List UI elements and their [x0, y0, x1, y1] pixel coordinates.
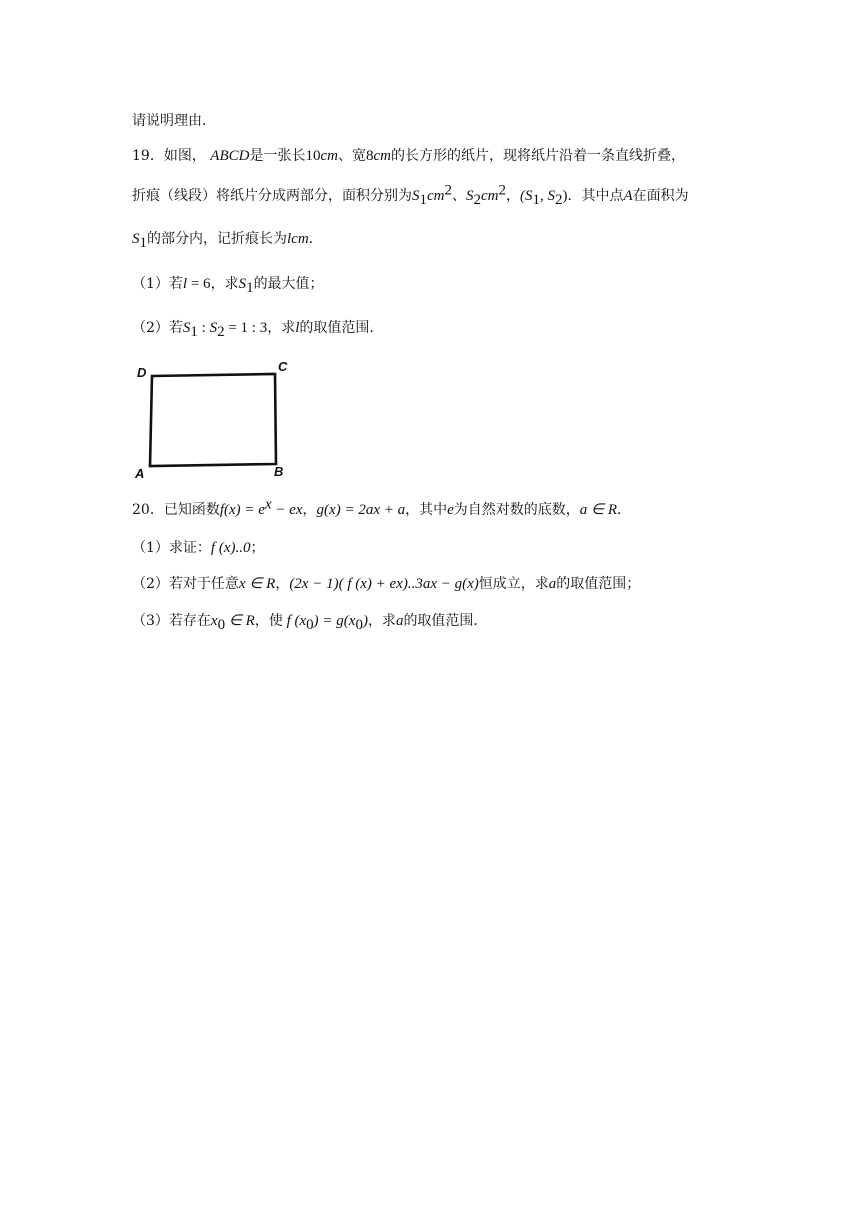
math: S [182, 320, 191, 336]
math-sub: 1 [532, 191, 540, 208]
math: A [623, 188, 633, 204]
math: S [412, 188, 420, 204]
math: f (x)..0 [210, 540, 251, 556]
text: 的最大值； [253, 276, 324, 292]
question-19-line-2 [132, 182, 689, 208]
math: (2x − 1)( f (x) + ex)..3ax − g(x) [289, 576, 479, 592]
question-20-part-1 [132, 538, 265, 558]
math-sub: 2 [555, 191, 563, 208]
question-19-part-2 [132, 318, 383, 338]
math: e [447, 502, 454, 518]
question-20-part-2 [132, 574, 640, 594]
math-sub: 1 [419, 191, 427, 208]
math: 8 [365, 148, 374, 164]
math-sup: x [264, 496, 272, 513]
text: ． [308, 231, 323, 247]
math: , S [540, 188, 555, 204]
text: 、 [452, 188, 466, 204]
math: a [395, 613, 404, 629]
text: 的取值范围． [299, 320, 384, 336]
math: cm [320, 148, 338, 164]
question-number: 20．已知函数 [132, 502, 220, 518]
text: （1）若 [132, 276, 183, 292]
math: lcm [287, 231, 309, 247]
text: 恒成立，求 [478, 576, 549, 592]
math: f [219, 502, 224, 518]
math-sub: 0 [306, 616, 314, 633]
math: ) [362, 613, 368, 629]
text: ； [250, 540, 265, 556]
text: （1）求证： [132, 540, 211, 556]
text: 的取值范围． [403, 613, 488, 629]
vertex-label-d: D [137, 365, 147, 380]
math: (x) = e [224, 502, 265, 518]
rectangle-abcd [150, 374, 276, 466]
math: a ∈ R [579, 502, 618, 518]
vertex-label-a: A [135, 466, 145, 481]
question-number: 19．如图， [132, 148, 206, 164]
text: ，求 [367, 613, 396, 629]
math: x ∈ R [238, 576, 276, 592]
text: （2）若 [132, 320, 183, 336]
math: = 6 [187, 276, 211, 292]
math: g [316, 502, 325, 518]
math-sup: 2 [498, 182, 506, 199]
math: = 1 : 3 [224, 320, 268, 336]
text: 的长方形的纸片，现将纸片沿着一条直线折叠， [390, 148, 685, 164]
math-sub: 1 [246, 279, 254, 296]
text: ， [275, 576, 290, 592]
vertex-label-b: B [274, 464, 284, 479]
math: (x) = 2ax + a [324, 502, 406, 518]
text: 请说明理由. [132, 113, 207, 129]
math: f (x [282, 613, 307, 629]
math-sub: 0 [355, 616, 363, 633]
question-19-line-1 [132, 146, 685, 166]
rectangle-figure [132, 358, 302, 483]
text: 折痕（线段）将纸片分成两部分，面积分别为 [132, 188, 412, 204]
math: (S [520, 188, 533, 204]
text: ，求 [267, 320, 296, 336]
math: cm [481, 188, 499, 204]
vertex-label-c: C [278, 359, 288, 374]
text: （3）若存在 [132, 613, 211, 629]
math-sub: 1 [190, 323, 198, 340]
math: : [197, 320, 210, 336]
text: 的部分内，记折痕长为 [147, 231, 287, 247]
math-sub: 0 [217, 616, 226, 633]
text: ，其中 [405, 502, 448, 518]
math: S [209, 320, 218, 336]
text: 的取值范围； [556, 576, 641, 592]
math-sub: 1 [139, 234, 147, 251]
math: S [466, 188, 474, 204]
question-19-part-1 [132, 274, 324, 294]
text: 在面积为 [632, 188, 689, 204]
math: 10 [305, 148, 321, 164]
text: ， [302, 502, 317, 518]
math: ) = g(x [313, 613, 356, 629]
math-sub: 2 [217, 323, 225, 340]
text-line-reason [132, 111, 206, 131]
text: ， [506, 188, 520, 204]
question-19-line-3 [132, 229, 323, 249]
rectangle-diagram [132, 358, 302, 483]
text: 是一张长 [249, 148, 306, 164]
text: 、宽 [337, 148, 366, 164]
question-20-part-3 [132, 611, 487, 631]
text: ． [617, 502, 632, 518]
text: （2）若对于任意 [132, 576, 239, 592]
math-sub: 2 [473, 191, 481, 208]
text: ．其中点 [567, 188, 624, 204]
question-20-line-1 [132, 496, 632, 520]
math: cm [373, 148, 391, 164]
math-sup: 2 [444, 182, 452, 199]
math: ∈ R [225, 613, 255, 629]
text: ，使 [254, 613, 283, 629]
math: x [210, 613, 218, 629]
math: S [238, 276, 247, 292]
text: 为自然对数的底数， [453, 502, 580, 518]
math: a [548, 576, 557, 592]
math: ABCD [210, 148, 250, 164]
text: ，求 [210, 276, 239, 292]
math: cm [427, 188, 445, 204]
math: l [182, 276, 188, 292]
math: − ex [271, 502, 303, 518]
math: S [132, 231, 140, 247]
math: ) [562, 188, 568, 204]
math: l [295, 320, 300, 336]
